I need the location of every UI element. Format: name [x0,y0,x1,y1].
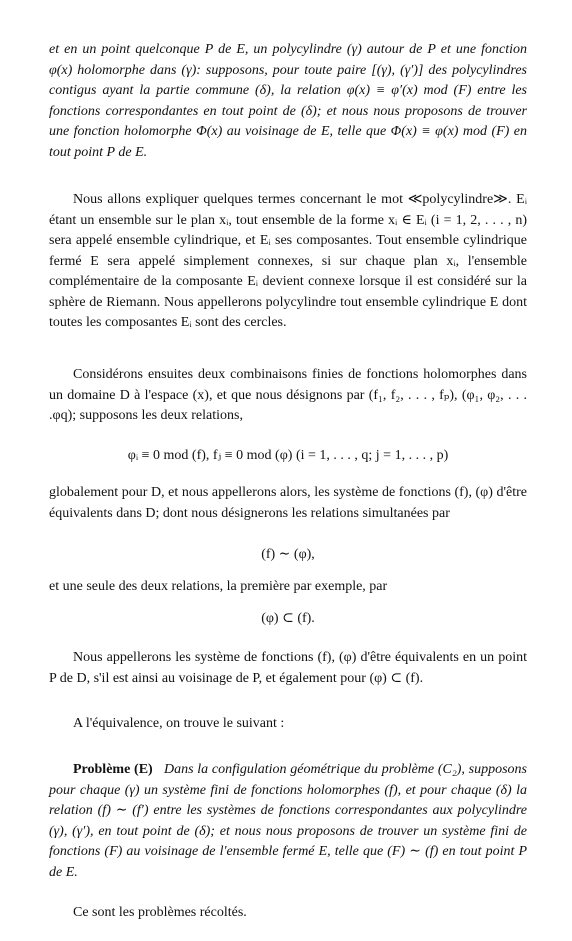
paragraph-equivalent-systems: globalement pour D, et nous appellerons alors, les système de fonctions (f), (φ) d'être équivalents dans D; dont nous désignerons les relations simultanées par [49,485,527,521]
equation-tilde-relation: (f) ∼ (φ), [261,547,315,562]
problem-e-label: Problème (E) [73,762,153,777]
paragraph-holomorphic-combinations: Considérons ensuites deux combinaisons finies de fonctions holomorphes dans un domaine D à l'espace (x), et que nous désignons par (f₁, f₂, . . . , fₚ), (φ₁, φ₂, . . . .φq); supposons les deux relations, [49,367,527,423]
paragraph-single-relation: et une seule des deux relations, la première par exemple, par [49,579,388,594]
problem-e-text: Dans la configulation géométrique du problème (C₂), supposons pour chaque (γ) un système fini de fonctions holomorphes (f), et pour chaque (δ) la relation (f) ∼ (f′) entre les systèmes de fonctions correspondantes aux polycylindre (γ), (γ′), en tout point de (δ); et nous nous proposons de trouver un système fini de fonctions (F) au voisinage de l'ensemble fermé E, telle que (F) ∼ (f) en tout point P de E. [49,762,528,880]
paragraph-problem-statement-continued: et en un point quelconque P de E, un polycylindre (γ) autour de P et une fonction φ(x) holomorphe dans (γ): supposons, pour toute paire [(γ), (γ′)] des polycylindres contigus ayant la partie commune (δ), la relation φ(x) ≡ φ′(x) mod (F) entre les fonctions correspondantes en tout point de (δ); et nous nous proposons de trouver une fonction holomorphe Φ(x) au voisinage de E, telle que Φ(x) ≡ φ(x) mod (F) en tout point P de E. [49,42,527,160]
problem-e-statement [49,760,527,883]
paragraph-equivalent-at-point: Nous appellerons les système de fonctions (f), (φ) d'être équivalents en un point P de D, s'il est ainsi au voisinage de P, et également pour (φ) ⊂ (f). [49,650,527,686]
equation-equivalence-relations: φᵢ ≡ 0 mod (f), fⱼ ≡ 0 mod (φ) (i = 1, . . . , q; j = 1, . . . , p) [127,448,449,463]
equation-subset-relation: (φ) ⊂ (f). [261,611,315,626]
paragraph-equivalence-intro: A l'équivalence, on trouve le suivant : [73,716,285,731]
paragraph-polycylindre-definition: Nous allons expliquer quelques termes concernant le mot ≪polycylindre≫. Eᵢ étant un ensemble sur le plan xᵢ, tout ensemble de la forme xᵢ ∈ Eᵢ (i = 1, 2, . . . , n) sera appelé ensemble cylindrique, et Eᵢ ses composantes. Tout ensemble cylindrique fermé E sera appelé simplement connexes, si sur chaque plan xᵢ, l'ensemble complémentaire de la composante Eᵢ devient connexe lorsque il est considéré sur la sphère de Riemann. Nous appellerons polycylindre tout ensemble cylindrique E dont toutes les composantes Eᵢ sont des cercles. [49,192,527,330]
paragraph-closing: Ce sont les problèmes récoltés. [73,905,247,920]
